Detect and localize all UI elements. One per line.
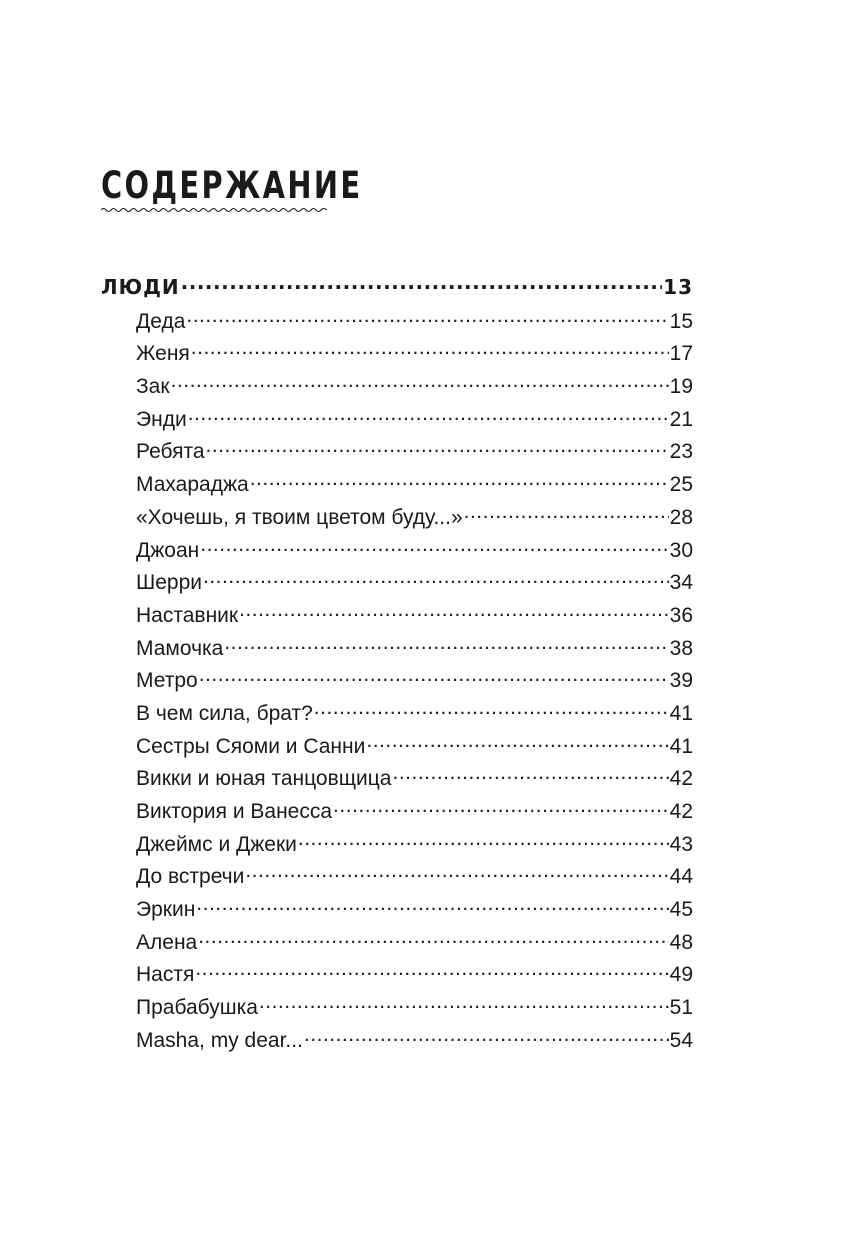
- toc-entry-label: Викки и юная танцовщица: [136, 767, 392, 791]
- dot-leader: [245, 862, 668, 883]
- toc-entry[interactable]: [101, 503, 693, 536]
- toc-entry-page: 39: [669, 669, 693, 693]
- toc-entry-label: «Хочешь, я твоим цветом буду...»: [136, 505, 463, 529]
- toc-entry-label: Прабабушка: [136, 996, 258, 1020]
- toc-entry[interactable]: [101, 666, 693, 699]
- toc-entry-label: Ребята: [136, 440, 205, 464]
- toc-entry[interactable]: [101, 470, 693, 503]
- toc-entry-label: Masha, my dear...: [136, 1028, 303, 1052]
- dot-leader: [250, 470, 669, 491]
- toc-entry-page: 42: [669, 767, 693, 791]
- toc-entry-label: Энди: [136, 407, 187, 431]
- toc-entry-page: 49: [669, 963, 693, 987]
- toc-entry-page: 54: [669, 1028, 693, 1052]
- toc-entry-page: 30: [669, 538, 693, 562]
- toc-entry-label: Наставник: [136, 603, 239, 627]
- toc-entry-label: Женя: [136, 342, 190, 366]
- toc-entry[interactable]: [101, 862, 693, 895]
- dot-leader: [200, 536, 668, 557]
- dot-leader: [239, 601, 669, 622]
- dot-leader: [171, 372, 669, 393]
- table-of-contents: [101, 274, 693, 1059]
- page-title: СОДЕРЖАНИЕ: [101, 164, 363, 207]
- toc-entry[interactable]: [101, 699, 693, 732]
- toc-section-page: 13: [663, 275, 693, 299]
- dot-leader: [304, 1026, 669, 1047]
- toc-entry[interactable]: [101, 993, 693, 1026]
- toc-entry-label: Виктория и Ванесса: [136, 800, 333, 823]
- toc-entry-page: 42: [669, 800, 693, 823]
- dot-leader: [298, 830, 669, 851]
- toc-entry-label: Махараджа: [136, 473, 249, 497]
- toc-entry-label: Зак: [136, 375, 170, 399]
- toc-entry-page: 38: [669, 636, 693, 660]
- toc-entry-label: Деда: [136, 309, 186, 333]
- toc-entry-page: 21: [669, 407, 693, 431]
- toc-entry-page: 44: [669, 865, 693, 889]
- dot-leader: [314, 699, 669, 720]
- toc-entry[interactable]: [101, 732, 693, 765]
- dot-leader: [191, 339, 669, 360]
- toc-entry-label: Сестры Сяоми и Санни: [136, 734, 366, 758]
- toc-entry[interactable]: [101, 895, 693, 928]
- toc-entry-page: 45: [669, 898, 693, 922]
- toc-entry[interactable]: [101, 536, 693, 569]
- toc-entry[interactable]: [101, 797, 693, 830]
- toc-entry-page: 19: [669, 375, 693, 399]
- toc-entry-page: 17: [669, 342, 693, 366]
- toc-section-entry[interactable]: [101, 274, 693, 307]
- toc-entry[interactable]: [101, 339, 693, 372]
- toc-entry[interactable]: [101, 928, 693, 961]
- toc-entry-label: Мамочка: [136, 636, 224, 660]
- title-wavy-underline: [101, 206, 327, 214]
- toc-entry-label: Эркин: [136, 898, 196, 922]
- toc-entry-label: До встречи: [136, 865, 245, 889]
- toc-entry-page: 34: [669, 571, 693, 595]
- toc-entry-label: Шерри: [136, 571, 203, 595]
- toc-entry-page: 28: [669, 505, 693, 529]
- dot-leader: [203, 568, 669, 589]
- toc-entry[interactable]: [101, 307, 693, 340]
- toc-entry-page: 41: [669, 734, 693, 758]
- dot-leader: [333, 797, 669, 818]
- dot-leader: [199, 666, 669, 687]
- dot-leader: [198, 928, 668, 949]
- toc-entry-page: 23: [669, 440, 693, 464]
- toc-entry[interactable]: [101, 960, 693, 993]
- toc-entry[interactable]: [101, 764, 693, 797]
- toc-entry-page: 51: [669, 996, 693, 1020]
- toc-entry-page: 48: [669, 930, 693, 954]
- toc-entry[interactable]: [101, 372, 693, 405]
- toc-entry-label: Алена: [136, 930, 198, 954]
- toc-entry-label: Джоан: [136, 538, 200, 562]
- dot-leader: [181, 274, 663, 294]
- dot-leader: [196, 895, 668, 916]
- toc-entry-page: 36: [669, 603, 693, 627]
- dot-leader: [366, 732, 668, 753]
- toc-entry-label: В чем сила, брат?: [136, 701, 313, 725]
- toc-entry[interactable]: [101, 437, 693, 470]
- toc-entry-label: Метро: [136, 669, 198, 693]
- toc-entry-page: 15: [669, 309, 693, 333]
- toc-entry-page: 25: [669, 473, 693, 497]
- dot-leader: [186, 307, 668, 328]
- toc-entry[interactable]: [101, 405, 693, 438]
- toc-entry[interactable]: [101, 568, 693, 601]
- toc-entry-label: Настя: [136, 963, 195, 987]
- dot-leader: [259, 993, 669, 1014]
- dot-leader: [224, 634, 668, 655]
- dot-leader: [392, 764, 668, 785]
- toc-section-label: ЛЮДИ: [101, 275, 180, 299]
- toc-entry[interactable]: [101, 634, 693, 667]
- toc-entry-label: Джеймс и Джеки: [136, 832, 297, 856]
- dot-leader: [464, 503, 669, 524]
- dot-leader: [188, 405, 669, 426]
- dot-leader: [195, 960, 668, 981]
- dot-leader: [206, 437, 669, 458]
- toc-entry[interactable]: [101, 601, 693, 634]
- toc-entry-page: 43: [669, 832, 693, 856]
- toc-entry[interactable]: [101, 830, 693, 863]
- toc-entry-page: 41: [669, 701, 693, 725]
- toc-entry[interactable]: [101, 1026, 693, 1059]
